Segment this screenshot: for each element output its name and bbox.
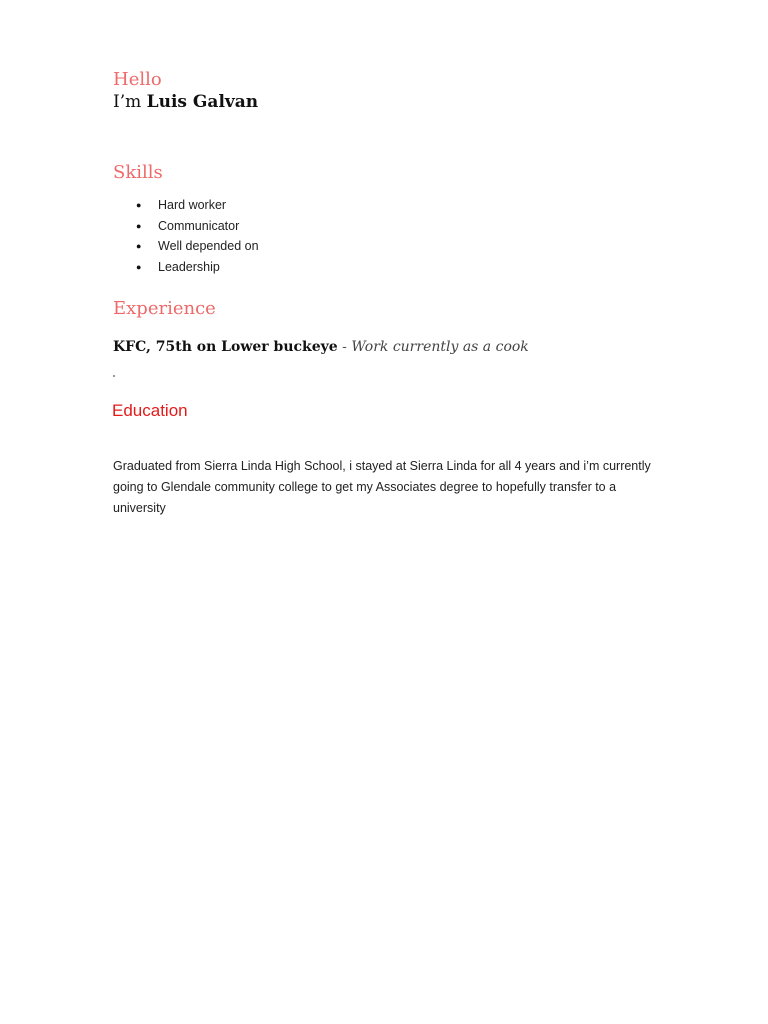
- skills-list: [136, 196, 259, 278]
- greeting-heading: Hello: [113, 69, 162, 90]
- experience-entry: [113, 336, 529, 358]
- skill-item: [136, 237, 259, 258]
- intro-prefix: I’m: [113, 92, 147, 112]
- job-role: Work currently as a cook: [351, 339, 529, 355]
- education-paragraph: Graduated from Sierra Linda High School, i stayed at Sierra Linda for all 4 years and i’m currently going to Glendale community college to get my Associates degree to hopefully transfer to a university: [113, 459, 651, 515]
- stray-dot: [113, 375, 115, 377]
- person-name: Luis Galvan: [146, 92, 259, 112]
- skill-item: [136, 258, 259, 279]
- bullet-icon: ●: [136, 241, 142, 251]
- skill-item: [136, 196, 259, 217]
- skill-label: Well depended on: [158, 239, 259, 253]
- skill-label: Hard worker: [158, 198, 227, 212]
- education-heading: Education: [112, 401, 188, 420]
- experience-heading: Experience: [113, 298, 216, 319]
- bullet-icon: ●: [136, 200, 142, 210]
- skills-heading: Skills: [113, 162, 163, 183]
- skill-label: Communicator: [158, 218, 240, 233]
- skill-item: [136, 217, 259, 238]
- intro-line: [113, 90, 258, 114]
- bullet-icon: ●: [136, 261, 142, 272]
- skill-label: Leadership: [158, 259, 220, 274]
- entry-separator: -: [337, 339, 352, 355]
- bullet-icon: ●: [136, 220, 142, 231]
- employer-name: KFC, 75th on Lower buckeye: [113, 339, 338, 355]
